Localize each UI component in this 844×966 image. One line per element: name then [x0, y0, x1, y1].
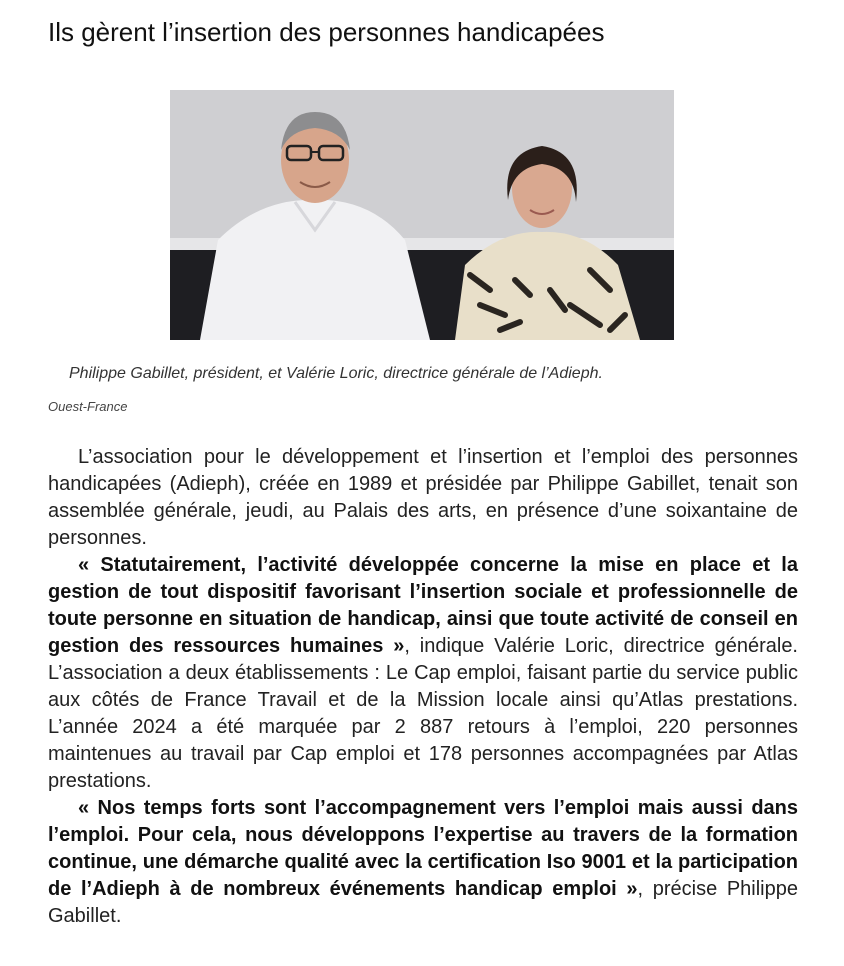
photo-illustration	[170, 90, 674, 340]
photo-credit: Ouest-France	[48, 399, 128, 414]
paragraph-3-text: , précise Philippe Gabillet.	[48, 878, 798, 927]
paragraph-3	[48, 795, 798, 930]
photo-caption: Philippe Gabillet, président, et Valérie Loric, directrice générale de l’Adieph.	[69, 365, 603, 382]
article-title: Ils gèrent l’insertion des personnes handicapées	[48, 17, 605, 47]
paragraph-2	[48, 552, 798, 795]
quote-loric: « Statutairement, l’activité développée concerne la mise en place et la gestion de tout dispositif favorisant l’insertion sociale et professionnelle de toute personne en situation de handicap, ainsi que toute activité de conseil en gestion des ressources humaines »	[48, 554, 798, 657]
paragraph-1: L’association pour le développement et l’insertion et l’emploi des personnes handicapées (Adieph), créée en 1989 et présidée par Philippe Gabillet, tenait son assemblée générale, jeudi, au Palais des arts, en présence d’une soixantaine de personnes.	[48, 446, 798, 549]
article-body	[48, 444, 798, 930]
paragraph-2-text: , indique Valérie Loric, directrice générale. L’association a deux établissements : Le Cap emploi, faisant partie du service public aux côtés de France Travail et de la Mission locale ainsi qu’Atlas prestations. L’année 2024 a été marquée par 2 887 retours à l’emploi, 220 personnes maintenues au travail par Cap emploi et 178 personnes accompagnées par Atlas prestations.	[48, 635, 798, 792]
article-photo	[170, 90, 674, 340]
quote-gabillet: « Nos temps forts sont l’accompagnement vers l’emploi mais aussi dans l’emploi. Pour cela, nous développons l’expertise au travers de la formation continue, une démarche qualité avec la certification Iso 9001 et la participation de l’Adieph à de nombreux événements handicap emploi »	[48, 797, 798, 900]
